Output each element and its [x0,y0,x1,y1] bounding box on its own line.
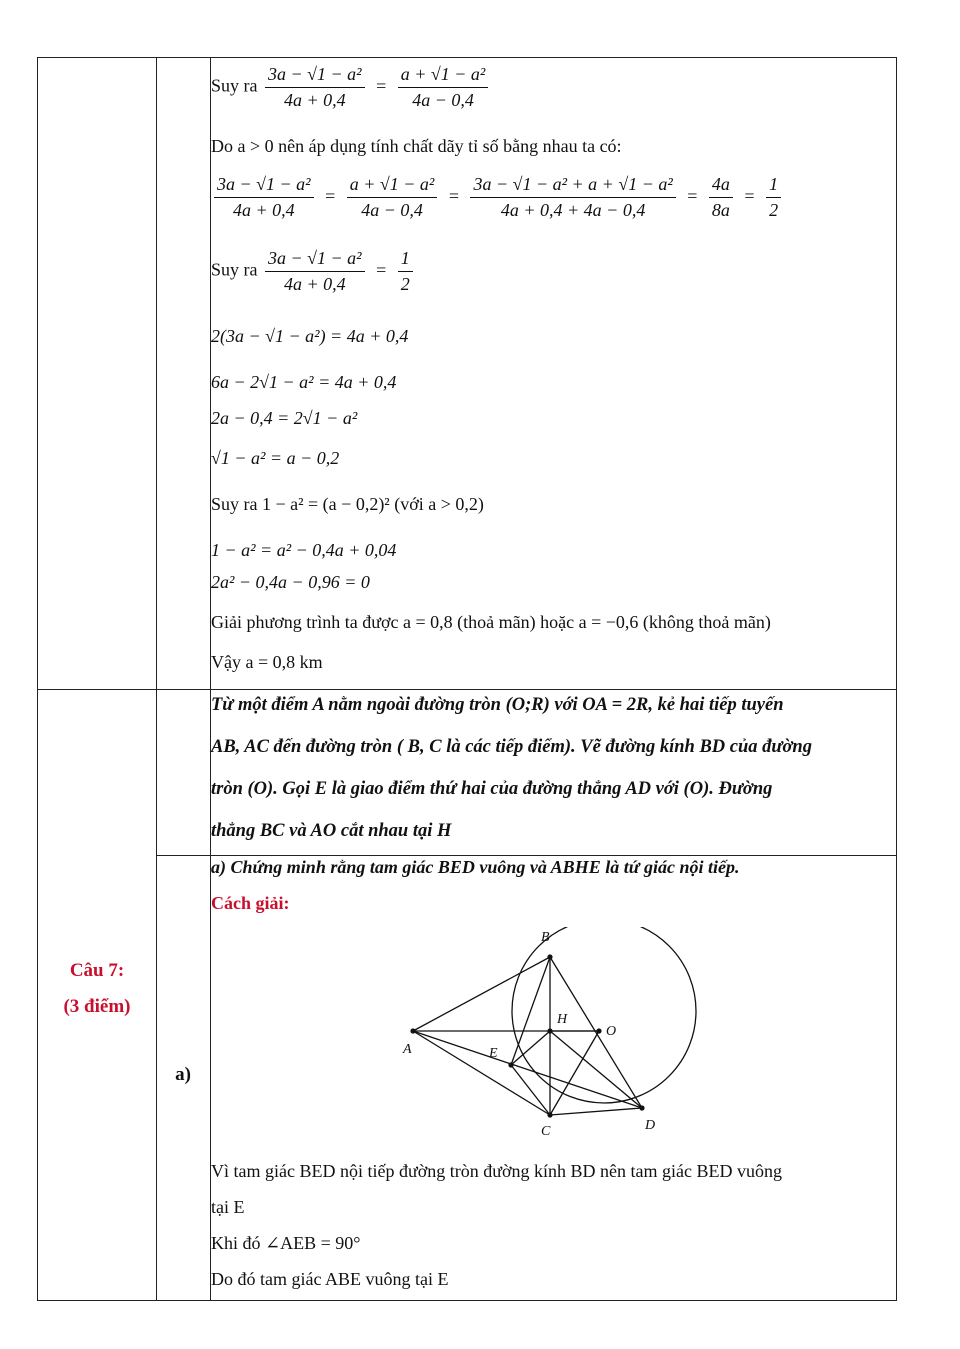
fraction-3e-den: 2 [769,200,779,220]
solution-line-1: Suy ra $\frac{\text{3a − √1 − a²}}{4a + 0,4}$ = $\frac{\text{a + √1 − a²}}{4a - 0,4}$ [211,64,491,111]
point-c [547,1112,552,1117]
solution-line-13: Vậy a = 0,8 km [211,652,323,672]
prompt-line-2: AB, AC đến đường tròn ( B, C là các tiếp điểm). Vẽ đường kính BD của đường [211,737,812,757]
tangent-ab [413,957,550,1031]
label-h: H [557,1012,568,1027]
solution-line-9: Suy ra 1 − a² = (a − 0,2)² (với a > 0,2) [211,494,484,514]
fraction-2-den: 4a − 0,4 [412,90,474,110]
segment-hd [550,1031,642,1108]
solution-line-2: Do a > 0 nên áp dụng tính chất dãy tỉ số bằng nhau ta có: [211,136,622,156]
reason-line-3: Khi đó ∠AEB = 90° [211,1233,361,1253]
question-points: (3 điểm) [63,996,131,1017]
fraction-1-num: 3a − √1 − a² [265,64,365,88]
label-e: E [489,1046,498,1061]
reason-line-2: tại E [211,1197,245,1217]
fraction-1 [265,64,365,111]
fraction-3e [766,174,781,221]
point-e [508,1062,513,1067]
solution-line-8: √1 − a² = a − 0,2 [211,448,340,468]
fraction-4a-den: 4a + 0,4 [283,274,346,294]
solution-line-12: Giải phương trình ta được a = 0,8 (thoả mãn) hoặc a = −0,6 (không thoả mãn) [211,612,771,632]
fraction-3a-den: 4a + 0,4 [232,200,295,220]
label-a: A [403,1042,412,1057]
label-b: B [541,930,550,945]
column-divider-1 [156,58,157,1300]
fraction-3c-den: 4a + 0,4 + 4a − 0,4 [500,200,646,220]
fraction-2 [398,64,489,111]
solution-line-10: 1 − a² = a² − 0,4a + 0,04 [211,540,397,560]
fraction-4a [265,248,365,295]
fraction-4b-den: 2 [400,274,410,294]
method-heading: Cách giải: [211,893,290,913]
segment-ec [511,1065,550,1115]
prompt-line-1: Từ một điểm A nằm ngoài đường tròn (O;R) với OA = 2R, kẻ hai tiếp tuyến [211,695,784,715]
question-prompt-cell [211,689,888,855]
point-d [639,1105,644,1110]
geometry-figure [401,927,701,1147]
part-a-cell [211,855,888,1301]
fraction-3a-num: 3a − √1 − a² [214,174,314,198]
fraction-1-den: 4a + 0,4 [283,90,346,110]
reason-line-4: Do đó tam giác ABE vuông tại E [211,1269,449,1289]
fraction-3b [347,174,438,221]
prompt-line-3: tròn (O). Gọi E là giao điểm thứ hai của đường thẳng AD với (O). Đường [211,779,773,799]
label-o: O [606,1024,617,1039]
point-a [410,1028,415,1033]
fraction-3d-den: 8a [711,200,730,220]
text-suy-ra: Suy ra [211,75,258,96]
part-a-label: a) [175,1064,191,1085]
point-h [547,1028,552,1033]
question-label: Câu 7: [69,960,125,981]
fraction-2-num: a + √1 − a² [398,64,489,88]
fraction-3b-den: 4a − 0,4 [361,200,423,220]
text-suy-ra-2: Suy ra [211,259,258,280]
fraction-4b [398,248,413,295]
label-d: D [645,1118,656,1133]
fraction-3b-num: a + √1 − a² [347,174,438,198]
fraction-3c [470,174,675,221]
fraction-4a-num: 3a − √1 − a² [265,248,365,272]
point-o [596,1028,601,1033]
solution-line-5: 2(3a − √1 − a²) = 4a + 0,4 [211,326,409,346]
solution-line-7: 2a − 0,4 = 2√1 − a² [211,408,358,428]
answer-table [37,57,897,1301]
fraction-3d-num: 4a [709,174,733,198]
solution-line-11: 2a² − 0,4a − 0,96 = 0 [211,572,370,592]
segment-cd [550,1108,642,1115]
part-a-task: a) Chứng minh rằng tam giác BED vuông và ABHE là tứ giác nội tiếp. [211,857,740,877]
diameter-bd [550,957,642,1108]
solution-line-4: Suy ra $\frac{\text{3a − √1 − a²}}{4a + 0,4}$ = $\frac{1}{2}$ [211,248,416,295]
segment-ad [413,1031,642,1108]
solution-cell [211,58,888,688]
fraction-3d [709,174,733,221]
prompt-line-4: thẳng BC và AO cắt nhau tại H [211,821,452,841]
point-b [547,954,552,959]
tangent-ac [413,1031,550,1115]
fraction-3a [214,174,314,221]
reason-line-1: Vì tam giác BED nội tiếp đường tròn đường kính BD nên tam giác BED vuông [211,1161,782,1181]
fraction-3e-num: 1 [766,174,781,198]
fraction-3c-num: 3a − √1 − a² + a + √1 − a² [470,174,675,198]
solution-line-3: $\frac{\text{3a − √1 − a²}}{4a + 0,4}$ = $\frac{\text{a + √1 − a²}}{4a - 0,4}$ = $\frac{\text{3a − √1 − a² + a + √1 − a²}}{4a + 0,4 + 4a - 0,4}$ = $\frac{4a}{8a}$ = $\frac{1}{2}$ [211,174,784,221]
label-c: C [541,1124,551,1139]
solution-line-6: 6a − 2√1 − a² = 4a + 0,4 [211,372,397,392]
fraction-4b-num: 1 [398,248,413,272]
